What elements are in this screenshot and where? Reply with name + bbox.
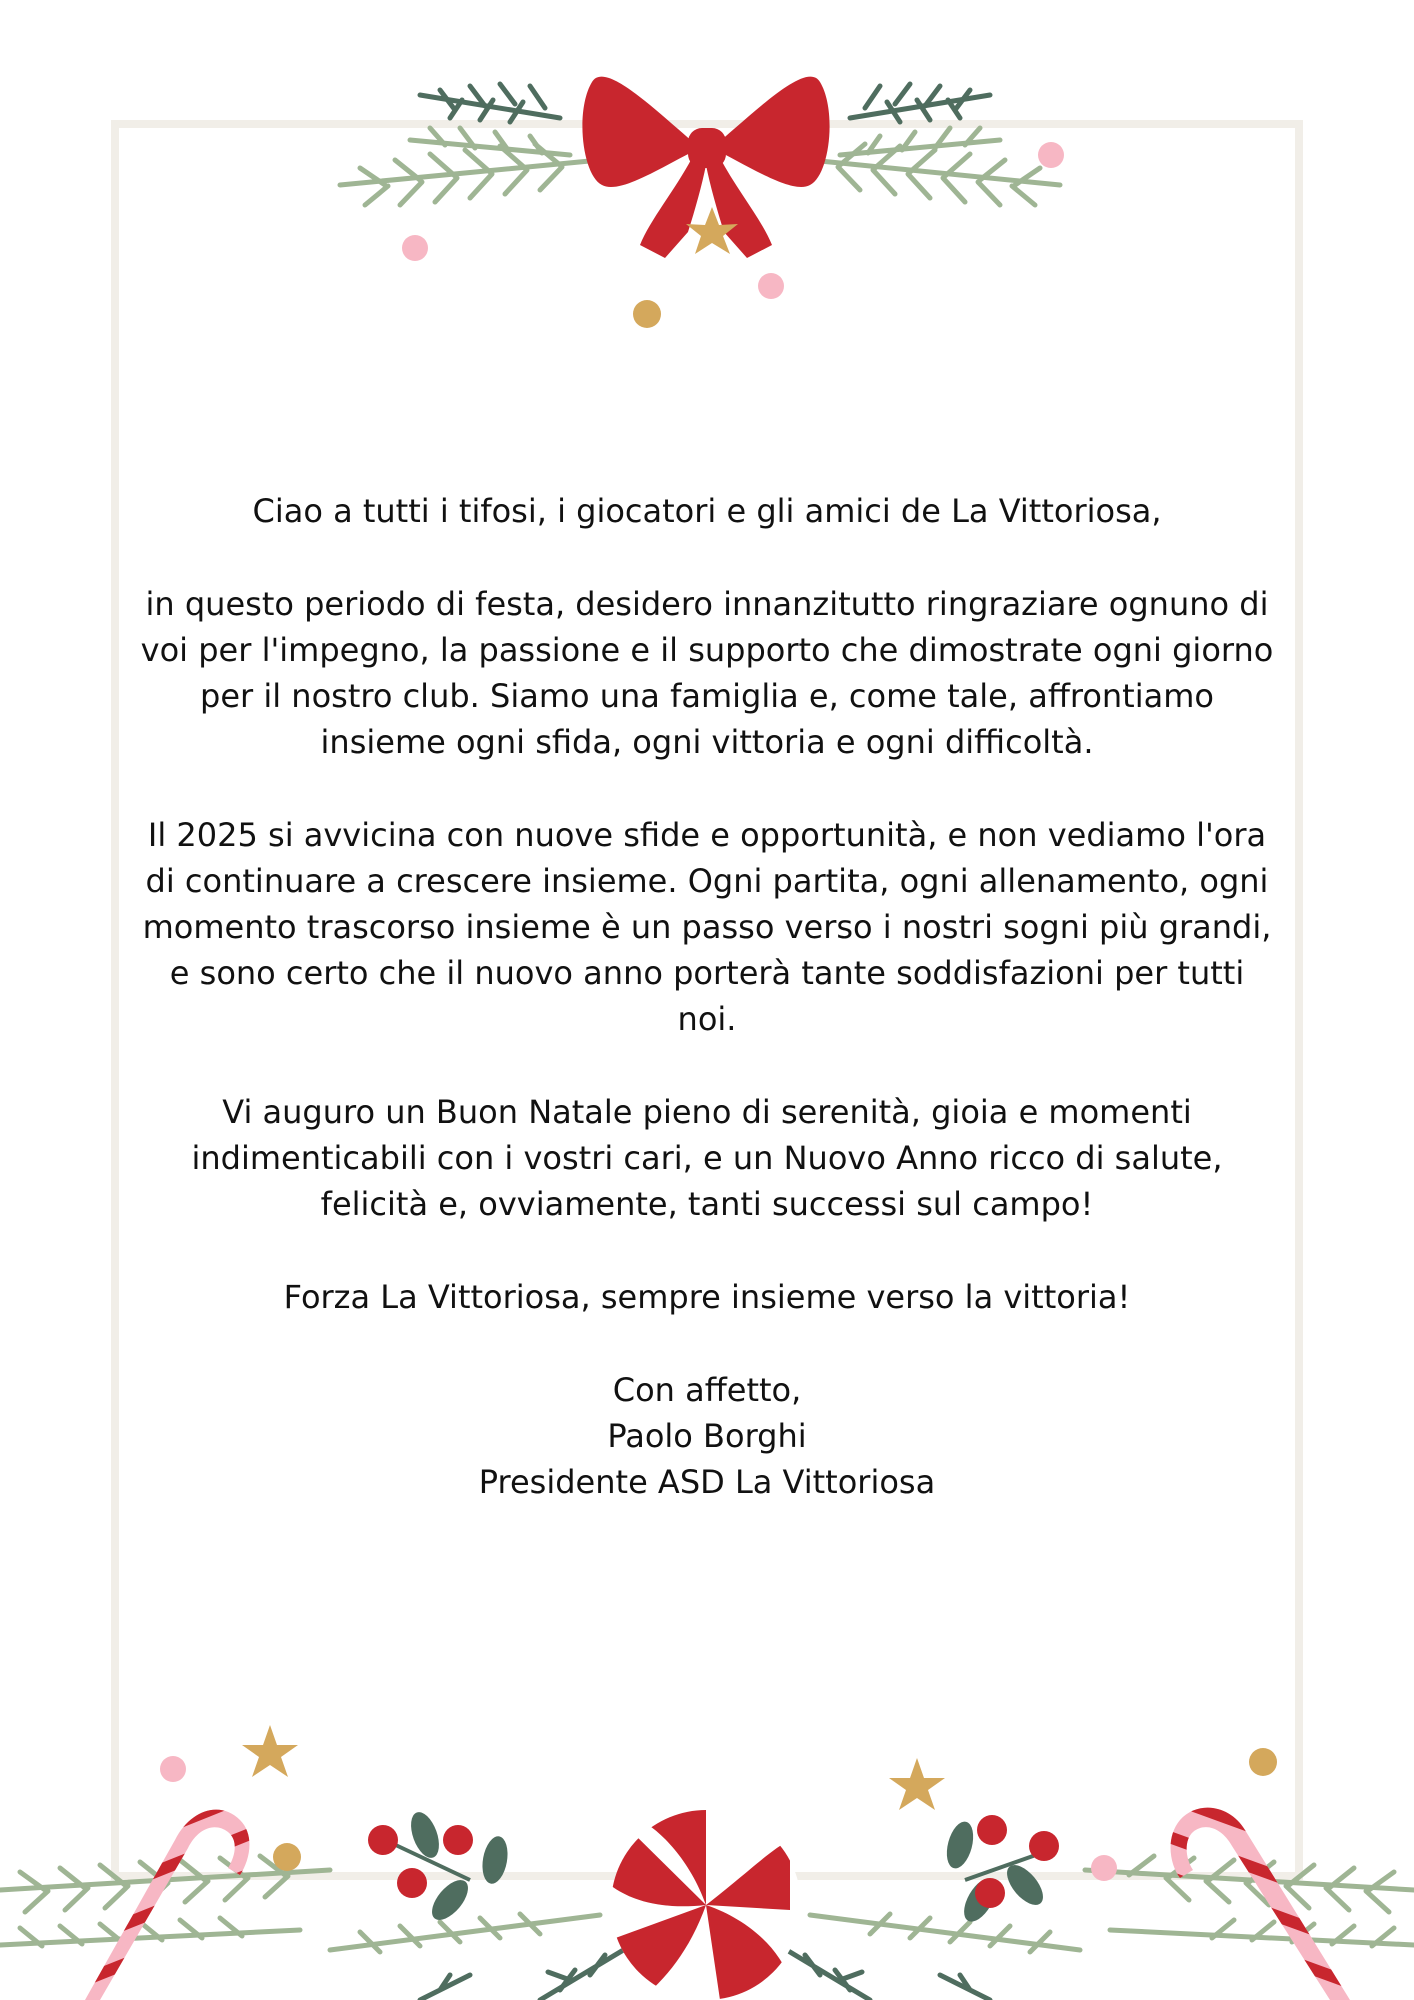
text-line: momento trascorso insieme è un passo verso i nostri sogni più grandi,	[142, 908, 1272, 946]
gold-star-icon	[889, 1758, 945, 1810]
closing: Con affetto,	[612, 1371, 802, 1409]
paragraph-thanks	[130, 581, 1284, 765]
greeting: Ciao a tutti i tifosi, i giocatori e gli amici de La Vittoriosa,	[252, 492, 1162, 530]
bottom-decoration	[0, 1700, 1414, 2000]
text-line: noi.	[677, 1000, 737, 1038]
pink-dot	[758, 273, 784, 299]
peppermint-candy	[610, 1800, 801, 2000]
text-line: Vi auguro un Buon Natale pieno di serenità, gioia e momenti	[222, 1093, 1192, 1131]
letter-body	[130, 488, 1284, 1505]
text-line: per il nostro club. Siamo una famiglia e, come tale, affrontiamo	[200, 677, 1214, 715]
holly-berries-right	[942, 1815, 1059, 1927]
text-line: Il 2025 si avvicina con nuove sfide e opportunità, e non vediamo l'ora	[147, 816, 1267, 854]
text-line: voi per l'impegno, la passione e il supporto che dimostrate ogni giorno	[140, 631, 1274, 669]
paragraph-new-year	[130, 812, 1284, 1042]
text-line: insieme ogni sfida, ogni vittoria e ogni difficoltà.	[320, 723, 1094, 761]
signer-name: Paolo Borghi	[607, 1417, 807, 1455]
motto: Forza La Vittoriosa, sempre insieme verso la vittoria!	[283, 1278, 1131, 1316]
pink-dot	[402, 235, 428, 261]
gold-star-icon	[242, 1725, 298, 1777]
holly-berries-left	[368, 1808, 511, 1926]
text-line: indimenticabili con i vostri cari, e un Nuovo Anno ricco di salute,	[191, 1139, 1223, 1177]
pink-dot	[160, 1756, 186, 1782]
text-line: e sono certo che il nuovo anno porterà tante soddisfazioni per tutti	[169, 954, 1245, 992]
text-line: in questo periodo di festa, desidero innanzitutto ringraziare ognuno di	[145, 585, 1269, 623]
pink-dot	[1038, 142, 1064, 168]
signature-block	[130, 1367, 1284, 1505]
text-line: felicità e, ovviamente, tanti successi sul campo!	[320, 1185, 1094, 1223]
candy-cane-right	[1150, 1750, 1370, 2000]
text-line: di continuare a crescere insieme. Ogni partita, ogni allenamento, ogni	[145, 862, 1269, 900]
signer-title: Presidente ASD La Vittoriosa	[478, 1463, 936, 1501]
pink-dot	[1091, 1855, 1117, 1881]
paragraph-wishes	[130, 1089, 1284, 1227]
gold-dot	[273, 1843, 301, 1871]
gold-dot	[1249, 1748, 1277, 1776]
gold-dot	[633, 300, 661, 328]
top-decoration	[0, 0, 1414, 360]
